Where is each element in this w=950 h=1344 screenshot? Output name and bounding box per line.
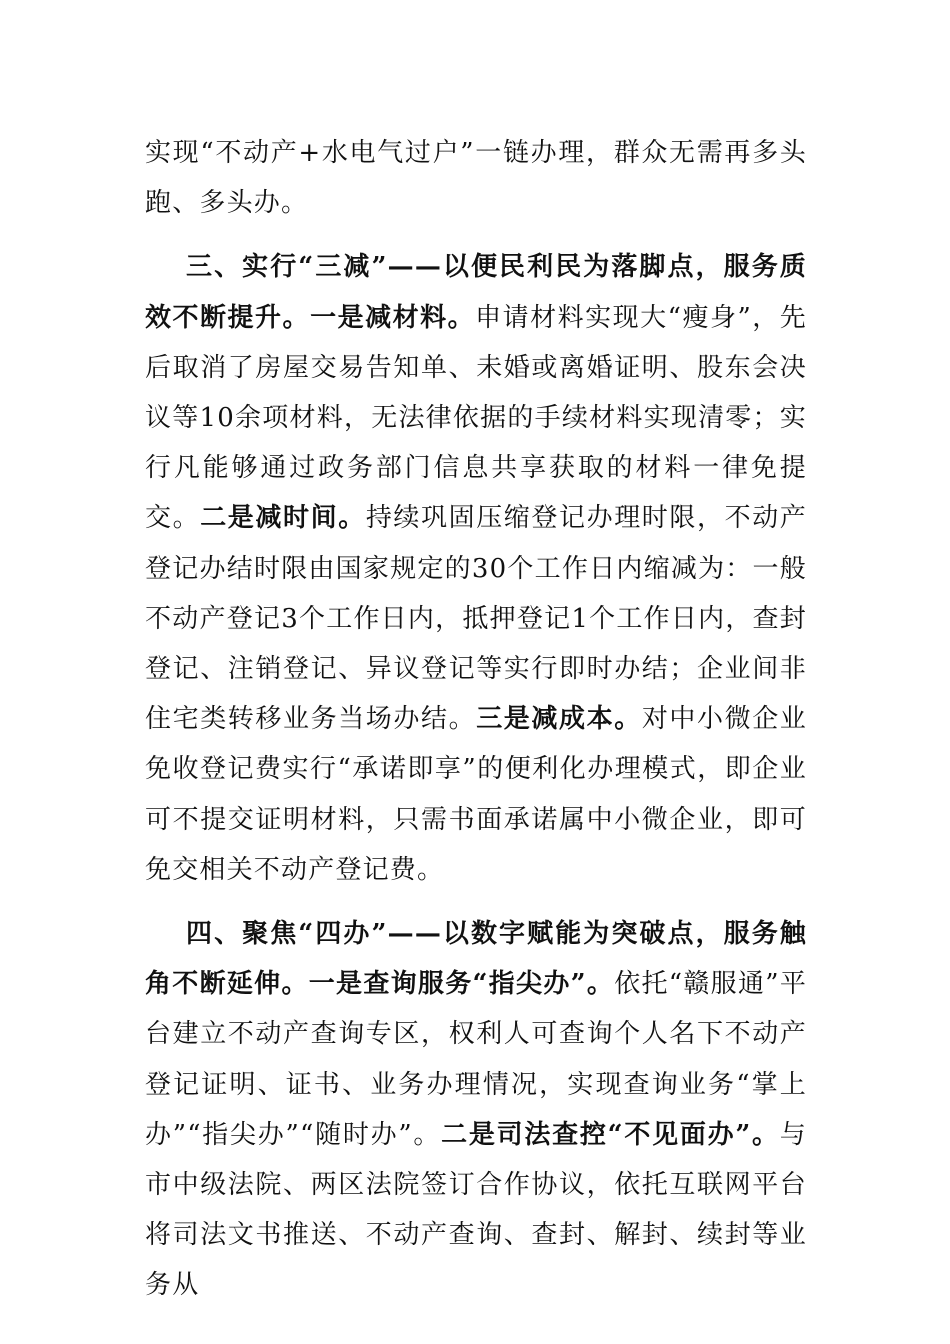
text-run: 持续巩固压缩登记办理时限，不动产登记办结时限由国家规定的30个工作日内缩减为：一般不动产登记3个工作日内，抵押登记1个工作日内，查封登记、注销登记、异议登记等实行即时办结；企业间非住宅类转移业务当场办结。 [145, 503, 808, 735]
text-run: 实现“不动产+水电气过户”一链办理，群众无需再多头跑、多头办。 [145, 138, 807, 219]
section-heading: 三、实行“三减”——以便民利民为落脚点，服务质效不断提升。 [145, 252, 807, 333]
section-heading: 四、聚焦“四办”——以数字赋能为突破点，服务触角不断延伸。 [145, 919, 807, 1000]
paragraph-2 [145, 242, 807, 895]
bold-lead: 三是减成本。 [476, 704, 642, 735]
text-run: 与市中级法院、两区法院签订合作协议，依托互联网平台将司法文书推送、不动产查询、查封、解封、续封等业务从 [145, 1119, 807, 1301]
bold-lead: 一是减材料。 [310, 302, 476, 333]
paragraph-3 [145, 909, 807, 1311]
bold-lead: 二是司法查控“不见面办”。 [441, 1119, 780, 1150]
text-run: 依托“赣服通”平台建立不动产查询专区，权利人可查询个人名下不动产登记证明、证书、业务办理情况，实现查询业务“掌上办”“指尖办”“随时办”。 [145, 969, 808, 1150]
document-body [145, 128, 807, 1311]
bold-lead: 二是减时间。 [200, 503, 366, 534]
bold-lead: 一是查询服务“指尖办”。 [308, 969, 615, 1000]
paragraph-1 [145, 128, 807, 228]
text-run: 申请材料实现大“瘦身”，先后取消了房屋交易告知单、未婚或离婚证明、股东会决议等10余项材料，无法律依据的手续材料实现清零；实行凡能够通过政务部门信息共享获取的材料一律免提交。 [145, 302, 808, 534]
text-run: 对中小微企业免收登记费实行“承诺即享”的便利化办理模式，即企业可不提交证明材料，只需书面承诺属中小微企业，即可免交相关不动产登记费。 [145, 704, 808, 885]
